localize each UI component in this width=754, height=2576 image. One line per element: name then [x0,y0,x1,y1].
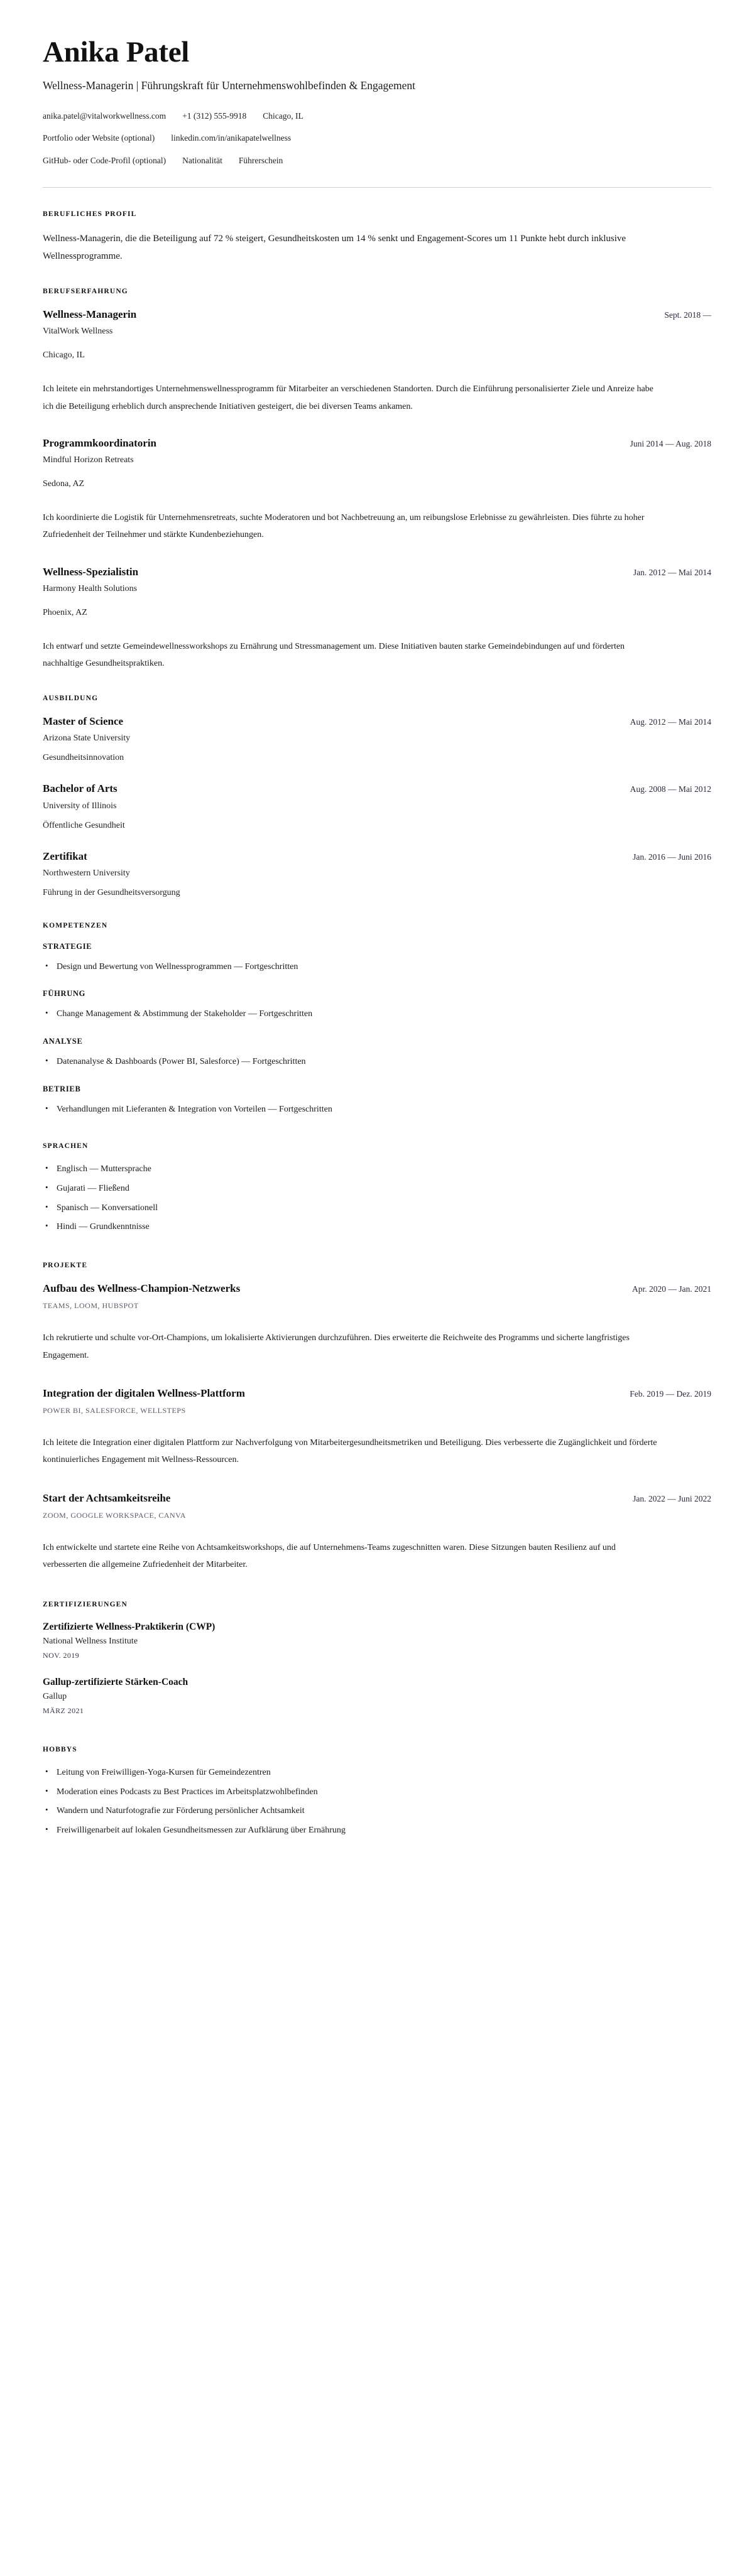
skill-item: • Change Management & Abstimmung der Stakeholder — Fortgeschritten [57,1007,711,1021]
project-entry [43,1282,711,1364]
job-title: Wellness-Managerin [43,308,137,321]
job-description: Ich koordinierte die Logistik für Unternehmensretreats, suchte Moderatoren und bot Nachbetreuung an, um reibungslose Erlebnisse zu gewährleisten. Dies führte zu hoher Zufriedenheit der Teilnehmer und stärkte Kundenbeziehungen. [43,513,645,540]
education-entry-head [43,715,711,728]
section-languages [43,1142,711,1234]
school-name: Arizona State University [43,733,131,744]
section-experience [43,288,711,672]
certification-issuer: Gallup [43,1692,67,1702]
job-company: Harmony Health Solutions [43,583,138,593]
education-entry [43,715,711,764]
candidate-name: Anika Patel [43,36,190,68]
education-entry-head [43,782,711,796]
field-of-study: Öffentliche Gesundheit [43,820,125,830]
job-date: Sept. 2018 — [664,310,711,320]
skill-group [43,989,711,1021]
certification-entry [43,1676,711,1716]
experience-entry-head [43,565,711,579]
degree-title: Zertifikat [43,850,87,862]
language-item: • Englisch — Muttersprache [57,1162,711,1176]
hobby-item: • Moderation eines Podcasts zu Best Practices im Arbeitsplatzwohlbefinden [57,1785,711,1799]
skill-list [43,1007,711,1021]
experience-entry [43,308,711,415]
hobby-item: • Wandern und Naturfotografie zur Förderung persönlicher Achtsamkeit [57,1804,711,1818]
certification-date: NOV. 2019 [43,1651,80,1660]
contact-portfolio[interactable]: Portfolio oder Website (optional) [43,133,155,143]
job-title: Programmkoordinatorin [43,437,157,449]
project-date: Apr. 2020 — Jan. 2021 [632,1284,711,1294]
degree-title: Master of Science [43,715,124,728]
job-title: Wellness-Spezialistin [43,565,139,578]
project-title: Aufbau des Wellness-Champion-Netzwerks [43,1282,241,1295]
contact-nationality: Nationalität [182,155,222,165]
hobby-item: • Freiwilligenarbeit auf lokalen Gesundheitsmessen zur Aufklärung über Ernährung [57,1824,711,1837]
experience-entry [43,565,711,673]
project-entry [43,1387,711,1469]
degree-title: Bachelor of Arts [43,782,117,795]
section-title-skills: KOMPETENZEN [43,921,108,929]
project-description: Ich entwickelte und startete eine Reihe von Achtsamkeitsworkshops, die auf Unternehmens-Teams zugeschnitten waren. Diese Sitzungen bauten Resilienz auf und verbesserten die allgemeine Zufriedenheit der Mitarbeiter. [43,1542,616,1569]
project-stack: ZOOM, GOOGLE WORKSPACE, CANVA [43,1510,186,1520]
language-list [43,1162,711,1234]
job-company: VitalWork Wellness [43,327,113,337]
contact-row-1 [43,110,711,122]
project-description: Ich rekrutierte und schulte vor-Ort-Champions, um lokalisierte Aktivierungen durchzuführen. Dies erweiterte die Reichweite des Programms und sicherte langfristiges Engagement. [43,1333,630,1360]
certification-issuer: National Wellness Institute [43,1637,138,1647]
project-entry-head [43,1387,711,1400]
section-title-hobbies: HOBBYS [43,1746,77,1754]
job-description: Ich entwarf und setzte Gemeindewellnessworkshops zu Ernährung und Stressmanagement um. Diese Initiativen bauten starke Gemeindebindungen auf und förderten nachhaltige Gesundheitspraktiken. [43,641,625,669]
school-name: University of Illinois [43,801,117,811]
contact-row-2 [43,132,711,144]
language-item: • Spanisch — Konversationell [57,1201,711,1215]
skill-group-title: ANALYSE [43,1037,83,1046]
field-of-study: Gesundheitsinnovation [43,753,124,763]
skill-group-title: STRATEGIE [43,941,92,951]
skill-group-title: BETRIEB [43,1084,81,1093]
hobby-item: • Leitung von Freiwilligen-Yoga-Kursen für Gemeindezentren [57,1766,711,1780]
header-divider [43,187,711,188]
language-item: • Gujarati — Fließend [57,1182,711,1196]
contact-info [43,110,711,167]
project-entry [43,1491,711,1574]
education-entry-head [43,850,711,863]
skill-item: • Datenanalyse & Dashboards (Power BI, Salesforce) — Fortgeschritten [57,1055,711,1069]
skill-list [43,960,711,974]
job-description: Ich leitete ein mehrstandortiges Unternehmenswellnessprogramm für Mitarbeiter an verschiedenen Standorten. Durch die Einführung personalisierter Ziele und Anreize habe ich die Beteiligung erheblich durch ansprechende Initiativen gesteigert, die bei diversen Teams ankamen. [43,384,653,411]
skill-group [43,1037,711,1069]
skill-group-title: FÜHRUNG [43,989,86,998]
project-stack: POWER BI, SALESFORCE, WELLSTEPS [43,1405,186,1415]
experience-entry [43,436,711,544]
school-name: Northwestern University [43,868,130,878]
experience-entry-head [43,308,711,322]
certification-name: Zertifizierte Wellness-Praktikerin (CWP) [43,1621,216,1633]
job-location: Sedona, AZ [43,479,85,489]
section-title-languages: SPRACHEN [43,1142,89,1150]
section-title-education: AUSBILDUNG [43,695,99,703]
contact-location: Chicago, IL [263,111,303,121]
project-entry-head [43,1282,711,1296]
contact-email[interactable]: anika.patel@vitalworkwellness.com [43,111,167,121]
degree-date: Jan. 2016 — Juni 2016 [633,852,711,862]
experience-entry-head [43,436,711,450]
skill-item: • Verhandlungen mit Lieferanten & Integration von Vorteilen — Fortgeschritten [57,1103,711,1117]
section-education [43,695,711,899]
section-certifications [43,1601,711,1716]
project-stack: TEAMS, LOOM, HUBSPOT [43,1301,139,1311]
skill-list [43,1103,711,1117]
job-location: Phoenix, AZ [43,607,87,617]
education-entry [43,782,711,831]
section-summary [43,210,711,266]
certification-entry [43,1621,711,1660]
section-skills [43,922,711,1117]
field-of-study: Führung in der Gesundheitsversorgung [43,887,180,897]
contact-linkedin[interactable]: linkedin.com/in/anikapatelwellness [171,133,292,143]
skill-group [43,942,711,974]
contact-phone: +1 (312) 555-9918 [182,111,247,121]
section-title-certifications: ZERTIFIZIERUNGEN [43,1601,128,1609]
certification-date: MÄRZ 2021 [43,1706,84,1716]
degree-date: Aug. 2008 — Mai 2012 [630,784,711,794]
job-company: Mindful Horizon Retreats [43,455,134,465]
section-projects [43,1262,711,1573]
skill-group [43,1085,711,1117]
project-entry-head [43,1491,711,1505]
project-title: Integration der digitalen Wellness-Plattform [43,1387,245,1399]
degree-date: Aug. 2012 — Mai 2014 [630,717,711,727]
project-date: Jan. 2022 — Juni 2022 [633,1493,711,1503]
contact-github[interactable]: GitHub- oder Code-Profil (optional) [43,155,167,165]
section-title-projects: PROJEKTE [43,1262,88,1270]
project-title: Start der Achtsamkeitsreihe [43,1491,171,1504]
job-date: Juni 2014 — Aug. 2018 [630,439,711,448]
section-title-summary: BERUFLICHES PROFIL [43,210,137,218]
section-hobbies [43,1746,711,1837]
education-entry [43,850,711,899]
project-date: Feb. 2019 — Dez. 2019 [630,1388,711,1399]
project-description: Ich leitete die Integration einer digitalen Plattform zur Nachverfolgung von Mitarbeitergesundheitsmetriken und Beteiligung. Dies verbesserte die Zugänglichkeit und förderte kontinuierliches Engagement mit Wellness-Ressourcen. [43,1437,657,1465]
candidate-headline: Wellness-Managerin | Führungskraft für Unternehmenswohlbefinden & Engagement [43,78,416,92]
skill-list [43,1055,711,1069]
contact-row-3 [43,154,711,167]
section-title-experience: BERUFSERFAHRUNG [43,288,128,296]
skill-item: • Design und Bewertung von Wellnessprogrammen — Fortgeschritten [57,960,711,974]
job-date: Jan. 2012 — Mai 2014 [633,567,711,577]
language-item: • Hindi — Grundkenntnisse [57,1220,711,1234]
contact-drivers-license: Führerschein [238,155,283,165]
summary-text: Wellness-Managerin, die die Beteiligung auf 72 % steigert, Gesundheitskosten um 14 % senkt und Engagement-Scores um 11 Punkte hebt durch inklusive Wellnessprogramme. [43,233,626,261]
certification-name: Gallup-zertifizierte Stärken-Coach [43,1677,188,1688]
job-location: Chicago, IL [43,350,85,360]
hobby-list [43,1766,711,1837]
resume-header [43,0,711,167]
